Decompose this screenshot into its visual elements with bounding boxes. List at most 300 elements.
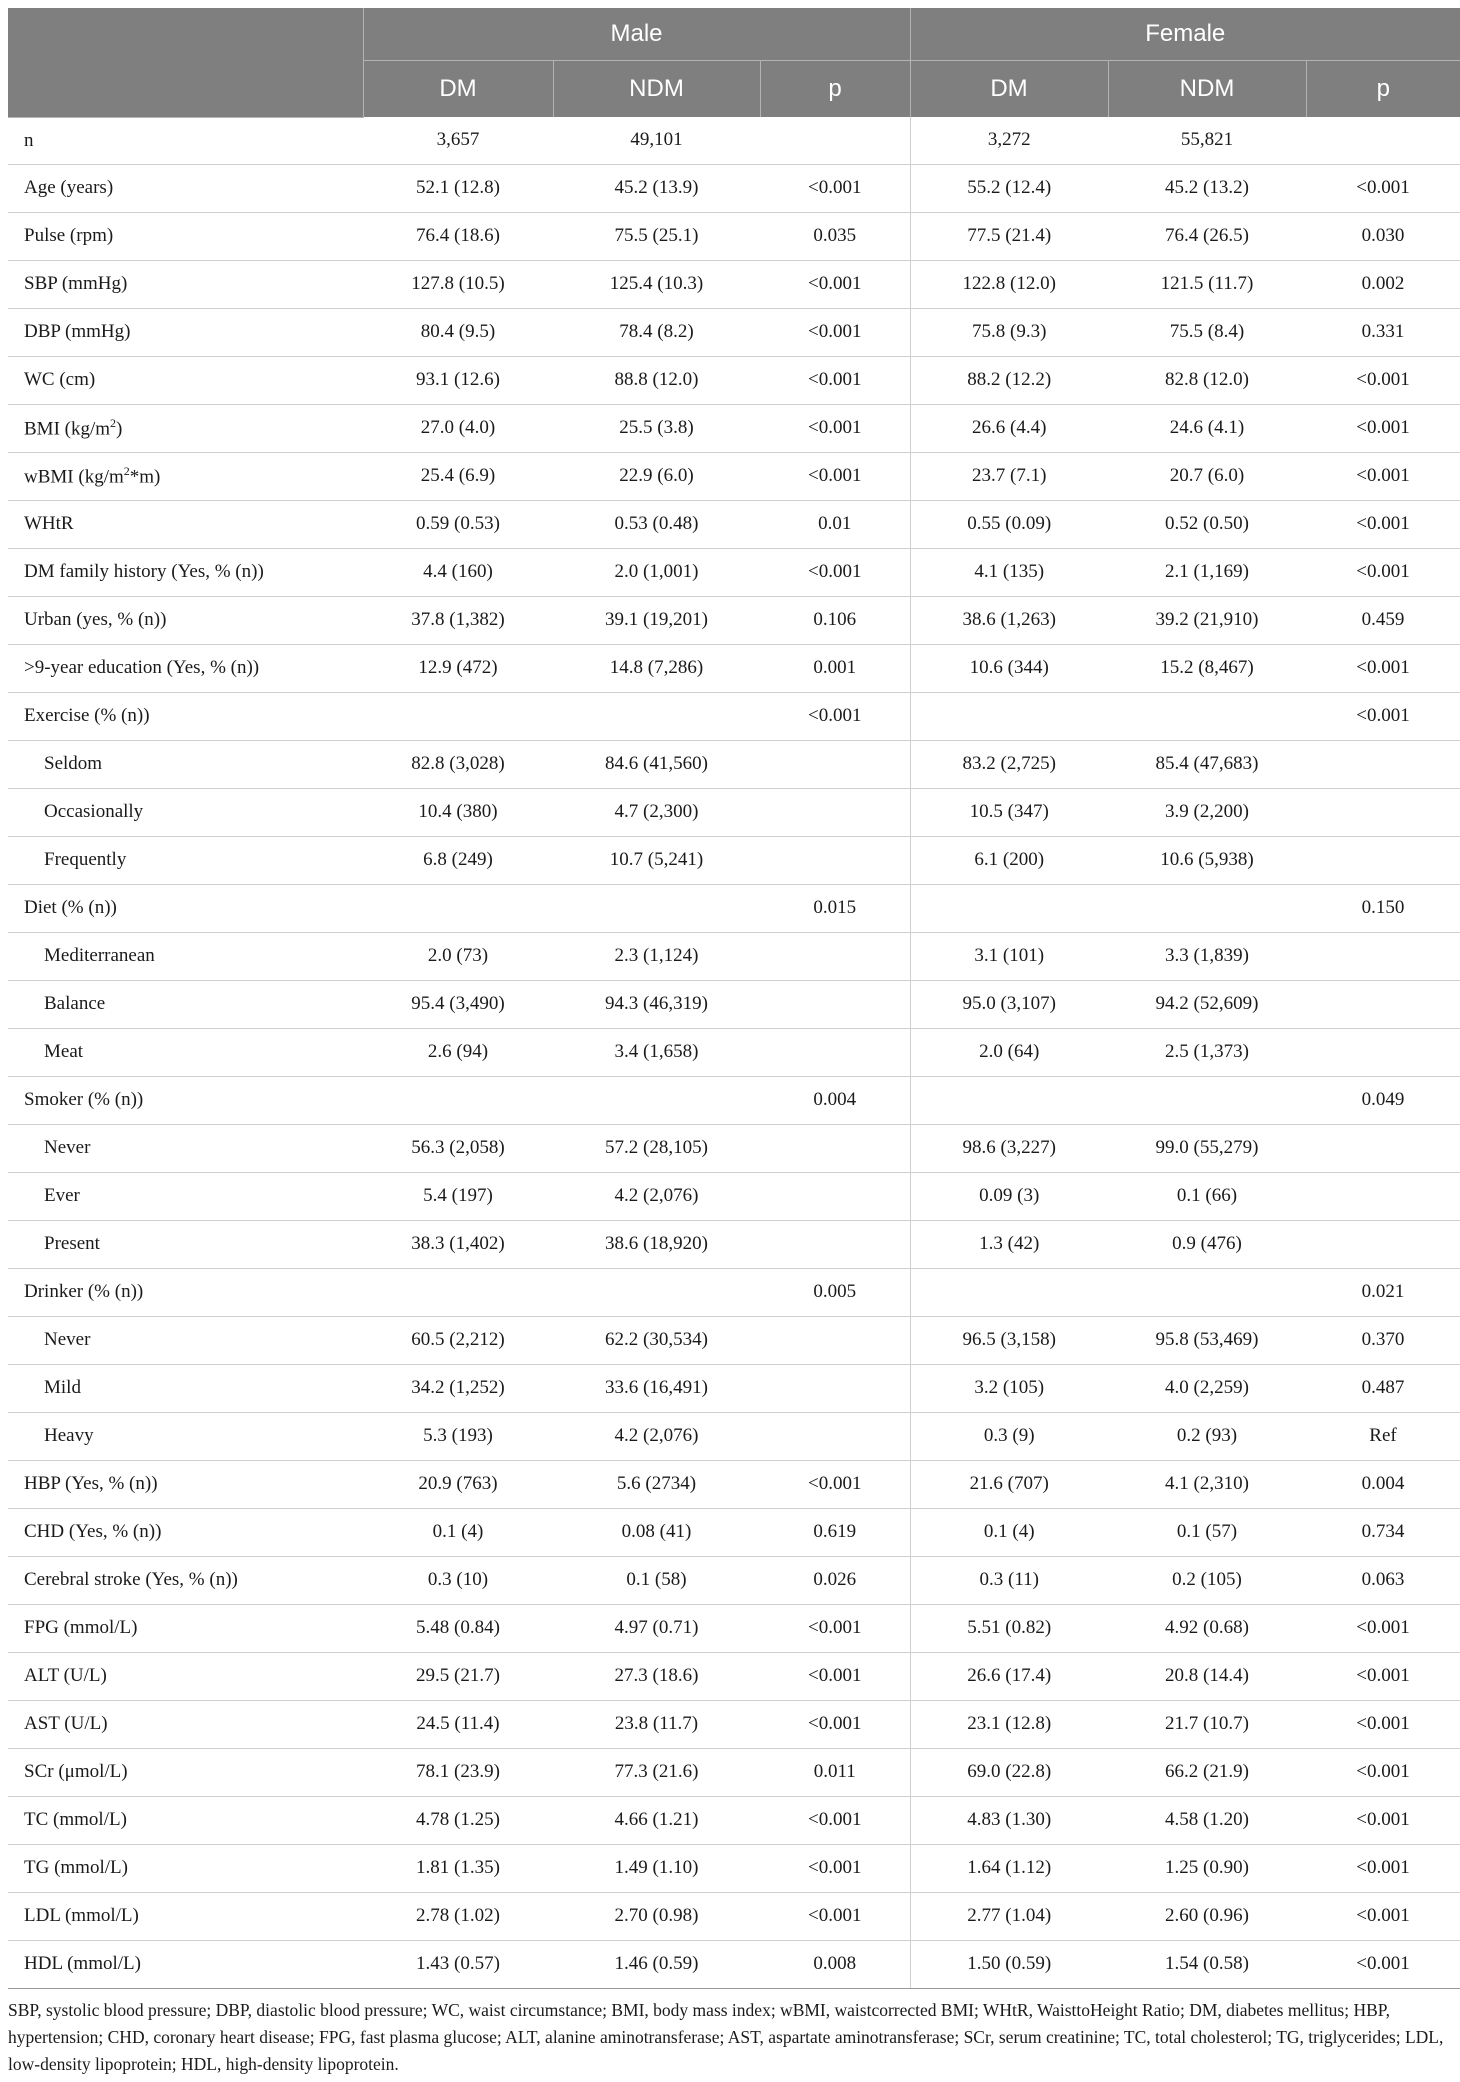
row-label-text: Meat <box>44 1041 84 1062</box>
cell-male-ndm: 4.2 (2,076) <box>553 1412 760 1460</box>
cell-female-ndm: 24.6 (4.1) <box>1108 404 1306 452</box>
cell-female-p: <0.001 <box>1306 644 1460 692</box>
row-label-text: Urban (yes, % (n)) <box>24 609 167 630</box>
cell-male-p <box>760 1364 910 1412</box>
cell-male-p <box>760 1316 910 1364</box>
cell-male-dm: 2.6 (94) <box>363 1028 553 1076</box>
table-row <box>8 644 1460 692</box>
row-label <box>8 452 363 500</box>
row-label-text: Seldom <box>44 753 103 774</box>
cell-male-p <box>760 740 910 788</box>
cell-male-ndm: 125.4 (10.3) <box>553 260 760 308</box>
cell-female-ndm: 2.1 (1,169) <box>1108 548 1306 596</box>
cell-female-dm: 77.5 (21.4) <box>910 212 1108 260</box>
cell-male-ndm: 57.2 (28,105) <box>553 1124 760 1172</box>
cell-male-p: <0.001 <box>760 308 910 356</box>
row-label <box>8 260 363 308</box>
cell-male-ndm: 3.4 (1,658) <box>553 1028 760 1076</box>
cell-male-ndm: 4.97 (0.71) <box>553 1604 760 1652</box>
cell-female-p: <0.001 <box>1306 692 1460 740</box>
row-label-text: Mediterranean <box>44 945 155 966</box>
cell-male-p <box>760 1220 910 1268</box>
cell-male-dm <box>363 1268 553 1316</box>
row-label <box>8 980 363 1028</box>
row-label-text: WC (cm) <box>24 369 96 390</box>
cell-female-ndm: 66.2 (21.9) <box>1108 1748 1306 1796</box>
cell-male-p <box>760 980 910 1028</box>
cell-female-dm: 2.0 (64) <box>910 1028 1108 1076</box>
row-label <box>8 788 363 836</box>
row-label-suffix: ) <box>116 418 123 440</box>
cell-female-dm: 88.2 (12.2) <box>910 356 1108 404</box>
cell-male-ndm: 4.66 (1.21) <box>553 1796 760 1844</box>
row-label <box>8 1940 363 1988</box>
cell-female-dm: 95.0 (3,107) <box>910 980 1108 1028</box>
cell-male-p: 0.008 <box>760 1940 910 1988</box>
row-label <box>8 404 363 452</box>
row-label <box>8 1844 363 1892</box>
cell-male-ndm: 1.46 (0.59) <box>553 1940 760 1988</box>
cell-male-p: <0.001 <box>760 1604 910 1652</box>
cell-female-dm <box>910 1076 1108 1124</box>
cell-male-p: 0.001 <box>760 644 910 692</box>
cell-male-dm <box>363 1076 553 1124</box>
table-row <box>8 1172 1460 1220</box>
cell-female-dm: 1.50 (0.59) <box>910 1940 1108 1988</box>
row-label <box>8 1412 363 1460</box>
cell-female-ndm: 0.1 (66) <box>1108 1172 1306 1220</box>
cell-male-p <box>760 788 910 836</box>
row-label <box>8 692 363 740</box>
cell-male-p: 0.004 <box>760 1076 910 1124</box>
row-label <box>8 1460 363 1508</box>
cell-male-p: <0.001 <box>760 452 910 500</box>
cell-female-dm: 122.8 (12.0) <box>910 260 1108 308</box>
cell-female-dm <box>910 884 1108 932</box>
cell-female-ndm: 75.5 (8.4) <box>1108 308 1306 356</box>
cell-female-p: <0.001 <box>1306 1892 1460 1940</box>
row-label-text: BMI (kg/m <box>24 418 111 440</box>
row-label-text: Frequently <box>44 849 127 870</box>
cell-male-ndm <box>553 692 760 740</box>
row-label <box>8 836 363 884</box>
cell-male-dm: 6.8 (249) <box>363 836 553 884</box>
cell-female-dm: 0.3 (11) <box>910 1556 1108 1604</box>
cell-female-p: <0.001 <box>1306 452 1460 500</box>
cell-male-ndm: 27.3 (18.6) <box>553 1652 760 1700</box>
cell-male-dm: 1.81 (1.35) <box>363 1844 553 1892</box>
cell-female-ndm: 0.2 (93) <box>1108 1412 1306 1460</box>
table-row <box>8 308 1460 356</box>
cell-male-dm: 60.5 (2,212) <box>363 1316 553 1364</box>
row-label-text: n <box>24 129 34 151</box>
cell-male-ndm <box>553 1076 760 1124</box>
cell-female-ndm: 99.0 (55,279) <box>1108 1124 1306 1172</box>
cell-male-ndm: 25.5 (3.8) <box>553 404 760 452</box>
cell-male-ndm: 94.3 (46,319) <box>553 980 760 1028</box>
cell-male-p <box>760 836 910 884</box>
cell-female-ndm: 76.4 (26.5) <box>1108 212 1306 260</box>
cell-male-ndm: 2.0 (1,001) <box>553 548 760 596</box>
table-row <box>8 1748 1460 1796</box>
cell-male-dm: 80.4 (9.5) <box>363 308 553 356</box>
cell-male-dm: 24.5 (11.4) <box>363 1700 553 1748</box>
cell-male-dm: 25.4 (6.9) <box>363 452 553 500</box>
cell-female-p <box>1306 1028 1460 1076</box>
cell-female-ndm: 3.9 (2,200) <box>1108 788 1306 836</box>
cell-female-dm: 83.2 (2,725) <box>910 740 1108 788</box>
cell-female-p <box>1306 980 1460 1028</box>
table-row <box>8 1460 1460 1508</box>
table-row <box>8 740 1460 788</box>
cell-male-ndm: 1.49 (1.10) <box>553 1844 760 1892</box>
cell-male-dm <box>363 884 553 932</box>
row-label-text: HBP (Yes, % (n)) <box>24 1473 158 1494</box>
cell-male-dm: 82.8 (3,028) <box>363 740 553 788</box>
row-label-text: WHtR <box>24 513 74 534</box>
cell-female-p: <0.001 <box>1306 1796 1460 1844</box>
row-label-text: SBP (mmHg) <box>24 273 128 294</box>
cell-male-p: <0.001 <box>760 1796 910 1844</box>
cell-female-dm: 26.6 (4.4) <box>910 404 1108 452</box>
cell-female-dm: 0.55 (0.09) <box>910 500 1108 548</box>
cell-female-dm: 0.1 (4) <box>910 1508 1108 1556</box>
cell-female-ndm: 94.2 (52,609) <box>1108 980 1306 1028</box>
cell-male-p: <0.001 <box>760 548 910 596</box>
row-label <box>8 884 363 932</box>
cell-female-dm: 98.6 (3,227) <box>910 1124 1108 1172</box>
cell-male-ndm: 77.3 (21.6) <box>553 1748 760 1796</box>
table-row <box>8 1028 1460 1076</box>
row-label-text: Heavy <box>44 1425 94 1446</box>
table-row <box>8 836 1460 884</box>
cell-male-p: <0.001 <box>760 1700 910 1748</box>
cell-female-p: 0.002 <box>1306 260 1460 308</box>
row-label-text: Diet (% (n)) <box>24 897 117 918</box>
table-footnote: SBP, systolic blood pressure; DBP, diastolic blood pressure; WC, waist circumstance; BMI, body mass index; wBMI, waistcorrected BMI; WHtR, WaisttoHeight Ratio; DM, diabetes mellitus; HBP, hypertension; CHD, coronary heart disease; FPG, fast plasma glucose; ALT, alanine aminotransferase; AST, aspartate aminotransferase; SCr, serum creatinine; TC, total cholesterol; TG, triglycerides; LDL, low-density lipoprotein; HDL, high-density lipoprotein. <box>8 1999 1444 2074</box>
table-header <box>8 8 1460 117</box>
row-label-text: Exercise (% (n)) <box>24 705 150 726</box>
cell-female-ndm <box>1108 1076 1306 1124</box>
header-female-ndm: NDM <box>1108 61 1306 118</box>
cell-male-p <box>760 1124 910 1172</box>
table-row <box>8 1700 1460 1748</box>
cell-female-ndm: 4.0 (2,259) <box>1108 1364 1306 1412</box>
cell-male-ndm <box>553 1268 760 1316</box>
row-label <box>8 1124 363 1172</box>
cell-female-ndm: 95.8 (53,469) <box>1108 1316 1306 1364</box>
row-label-text: HDL (mmol/L) <box>24 1953 141 1974</box>
cell-female-p: 0.331 <box>1306 308 1460 356</box>
cell-male-dm: 127.8 (10.5) <box>363 260 553 308</box>
cell-female-p: 0.004 <box>1306 1460 1460 1508</box>
cell-female-dm: 23.7 (7.1) <box>910 452 1108 500</box>
table-row <box>8 260 1460 308</box>
cell-female-ndm: 0.1 (57) <box>1108 1508 1306 1556</box>
cell-female-dm: 10.6 (344) <box>910 644 1108 692</box>
cell-female-ndm: 45.2 (13.2) <box>1108 164 1306 212</box>
row-label <box>8 1316 363 1364</box>
cell-male-dm: 0.3 (10) <box>363 1556 553 1604</box>
cell-female-ndm: 20.8 (14.4) <box>1108 1652 1306 1700</box>
cell-female-p: 0.063 <box>1306 1556 1460 1604</box>
row-label-text: Occasionally <box>44 801 144 822</box>
cell-male-ndm: 88.8 (12.0) <box>553 356 760 404</box>
table-row <box>8 1268 1460 1316</box>
row-label <box>8 1268 363 1316</box>
cell-male-dm: 5.48 (0.84) <box>363 1604 553 1652</box>
table-row <box>8 500 1460 548</box>
cell-female-dm: 38.6 (1,263) <box>910 596 1108 644</box>
cell-male-dm: 38.3 (1,402) <box>363 1220 553 1268</box>
cell-female-p: <0.001 <box>1306 1940 1460 1988</box>
header-female-p: p <box>1306 61 1460 118</box>
table-row <box>8 980 1460 1028</box>
table-row <box>8 1796 1460 1844</box>
cell-female-dm: 3,272 <box>910 117 1108 164</box>
table-row <box>8 1604 1460 1652</box>
row-label-text: >9-year education (Yes, % (n)) <box>24 657 260 678</box>
cell-female-dm: 2.77 (1.04) <box>910 1892 1108 1940</box>
header-male-p: p <box>760 61 910 118</box>
cell-male-dm: 95.4 (3,490) <box>363 980 553 1028</box>
cell-female-p <box>1306 836 1460 884</box>
row-label-text: DBP (mmHg) <box>24 321 131 342</box>
row-label-text: Never <box>44 1137 91 1158</box>
cell-male-p: 0.106 <box>760 596 910 644</box>
header-female-dm: DM <box>910 61 1108 118</box>
cell-female-ndm: 4.1 (2,310) <box>1108 1460 1306 1508</box>
cell-female-dm: 10.5 (347) <box>910 788 1108 836</box>
row-label <box>8 1508 363 1556</box>
cell-male-p: 0.619 <box>760 1508 910 1556</box>
table-row <box>8 164 1460 212</box>
cell-male-ndm: 39.1 (19,201) <box>553 596 760 644</box>
cell-female-p: <0.001 <box>1306 500 1460 548</box>
cell-male-ndm: 33.6 (16,491) <box>553 1364 760 1412</box>
cell-female-ndm: 21.7 (10.7) <box>1108 1700 1306 1748</box>
cell-male-dm: 56.3 (2,058) <box>363 1124 553 1172</box>
table-row <box>8 1076 1460 1124</box>
cell-male-ndm: 0.08 (41) <box>553 1508 760 1556</box>
row-label <box>8 932 363 980</box>
cell-female-ndm: 1.54 (0.58) <box>1108 1940 1306 1988</box>
cell-female-ndm: 0.52 (0.50) <box>1108 500 1306 548</box>
cell-female-ndm: 20.7 (6.0) <box>1108 452 1306 500</box>
row-label <box>8 164 363 212</box>
row-label-text: Never <box>44 1329 91 1350</box>
cell-male-p <box>760 1412 910 1460</box>
cell-male-p: <0.001 <box>760 1652 910 1700</box>
cell-male-dm: 78.1 (23.9) <box>363 1748 553 1796</box>
cell-male-p: 0.035 <box>760 212 910 260</box>
cell-female-p <box>1306 788 1460 836</box>
cell-female-dm: 6.1 (200) <box>910 836 1108 884</box>
cell-male-dm: 4.78 (1.25) <box>363 1796 553 1844</box>
table-row <box>8 548 1460 596</box>
cell-male-p <box>760 1028 910 1076</box>
cell-male-ndm: 49,101 <box>553 117 760 164</box>
cell-female-p: <0.001 <box>1306 164 1460 212</box>
cell-female-p <box>1306 932 1460 980</box>
cell-female-p: Ref <box>1306 1412 1460 1460</box>
row-label <box>8 1364 363 1412</box>
cell-male-ndm: 10.7 (5,241) <box>553 836 760 884</box>
cell-male-ndm: 0.53 (0.48) <box>553 500 760 548</box>
cell-male-dm <box>363 692 553 740</box>
cell-male-p: <0.001 <box>760 1844 910 1892</box>
row-label-text: CHD (Yes, % (n)) <box>24 1521 162 1542</box>
row-label <box>8 356 363 404</box>
cell-male-ndm: 23.8 (11.7) <box>553 1700 760 1748</box>
cell-male-dm: 34.2 (1,252) <box>363 1364 553 1412</box>
table-row <box>8 1940 1460 1988</box>
cell-male-dm: 52.1 (12.8) <box>363 164 553 212</box>
header-male-dm: DM <box>363 61 553 118</box>
table-row <box>8 1124 1460 1172</box>
cell-male-p: 0.005 <box>760 1268 910 1316</box>
cell-male-dm: 93.1 (12.6) <box>363 356 553 404</box>
cell-female-dm <box>910 1268 1108 1316</box>
row-label-text: Pulse (rpm) <box>24 225 114 246</box>
row-label-text: Balance <box>44 993 106 1014</box>
cell-male-dm: 27.0 (4.0) <box>363 404 553 452</box>
cell-male-ndm: 62.2 (30,534) <box>553 1316 760 1364</box>
row-label <box>8 1652 363 1700</box>
cell-female-p: <0.001 <box>1306 1652 1460 1700</box>
cell-male-p: <0.001 <box>760 692 910 740</box>
row-label-text: LDL (mmol/L) <box>24 1905 139 1926</box>
cell-male-p: 0.026 <box>760 1556 910 1604</box>
cell-male-p: <0.001 <box>760 260 910 308</box>
cell-female-ndm: 4.58 (1.20) <box>1108 1796 1306 1844</box>
cell-female-p: <0.001 <box>1306 1844 1460 1892</box>
cell-female-p: <0.001 <box>1306 1700 1460 1748</box>
cell-female-ndm: 121.5 (11.7) <box>1108 260 1306 308</box>
cell-female-p: <0.001 <box>1306 1604 1460 1652</box>
cell-female-ndm: 2.5 (1,373) <box>1108 1028 1306 1076</box>
row-label <box>8 1172 363 1220</box>
row-label-text: Cerebral stroke (Yes, % (n)) <box>24 1569 238 1590</box>
header-group-female: Female <box>910 8 1460 61</box>
row-label <box>8 1796 363 1844</box>
cell-female-dm: 0.09 (3) <box>910 1172 1108 1220</box>
row-label <box>8 117 363 164</box>
cell-male-ndm: 75.5 (25.1) <box>553 212 760 260</box>
row-label <box>8 596 363 644</box>
cell-male-p: <0.001 <box>760 1460 910 1508</box>
table-row <box>8 356 1460 404</box>
cell-female-ndm <box>1108 692 1306 740</box>
baseline-characteristics-table <box>8 8 1460 1989</box>
row-label-text: Present <box>44 1233 100 1254</box>
cell-male-ndm: 0.1 (58) <box>553 1556 760 1604</box>
cell-male-ndm: 45.2 (13.9) <box>553 164 760 212</box>
cell-male-p <box>760 117 910 164</box>
cell-male-ndm: 22.9 (6.0) <box>553 452 760 500</box>
cell-female-ndm: 39.2 (21,910) <box>1108 596 1306 644</box>
cell-female-p <box>1306 1172 1460 1220</box>
table-row <box>8 1892 1460 1940</box>
table-row <box>8 596 1460 644</box>
cell-female-p: 0.049 <box>1306 1076 1460 1124</box>
cell-female-p: <0.001 <box>1306 548 1460 596</box>
row-label <box>8 500 363 548</box>
cell-female-dm: 0.3 (9) <box>910 1412 1108 1460</box>
cell-male-p <box>760 1172 910 1220</box>
header-blank-cell <box>8 8 363 117</box>
table-row <box>8 1556 1460 1604</box>
cell-female-dm: 5.51 (0.82) <box>910 1604 1108 1652</box>
cell-female-ndm: 2.60 (0.96) <box>1108 1892 1306 1940</box>
cell-female-dm: 23.1 (12.8) <box>910 1700 1108 1748</box>
table-row <box>8 1652 1460 1700</box>
table-row <box>8 692 1460 740</box>
row-label-superscript: 2 <box>123 463 130 478</box>
table-row <box>8 1844 1460 1892</box>
row-label-text: TG (mmol/L) <box>24 1857 128 1878</box>
cell-male-p: 0.015 <box>760 884 910 932</box>
row-label <box>8 1556 363 1604</box>
cell-female-p: <0.001 <box>1306 356 1460 404</box>
row-label <box>8 308 363 356</box>
row-label-text: FPG (mmol/L) <box>24 1617 138 1638</box>
header-group-male: Male <box>363 8 910 61</box>
row-label <box>8 548 363 596</box>
cell-male-dm: 5.3 (193) <box>363 1412 553 1460</box>
cell-male-dm: 1.43 (0.57) <box>363 1940 553 1988</box>
table-row <box>8 884 1460 932</box>
table-row <box>8 117 1460 164</box>
row-label <box>8 644 363 692</box>
cell-male-dm: 2.78 (1.02) <box>363 1892 553 1940</box>
cell-female-ndm: 82.8 (12.0) <box>1108 356 1306 404</box>
cell-male-p: 0.01 <box>760 500 910 548</box>
table-row <box>8 1508 1460 1556</box>
cell-female-p: 0.030 <box>1306 212 1460 260</box>
cell-male-ndm: 84.6 (41,560) <box>553 740 760 788</box>
row-label-text: Drinker (% (n)) <box>24 1281 144 1302</box>
cell-female-dm: 75.8 (9.3) <box>910 308 1108 356</box>
row-label <box>8 1220 363 1268</box>
cell-female-p <box>1306 740 1460 788</box>
cell-female-p <box>1306 1124 1460 1172</box>
cell-male-p: <0.001 <box>760 164 910 212</box>
cell-male-dm: 4.4 (160) <box>363 548 553 596</box>
row-label-text: wBMI (kg/m <box>24 466 124 488</box>
row-label <box>8 1700 363 1748</box>
row-label <box>8 1604 363 1652</box>
cell-female-dm: 3.1 (101) <box>910 932 1108 980</box>
row-label <box>8 1028 363 1076</box>
cell-female-p: 0.734 <box>1306 1508 1460 1556</box>
row-label <box>8 1076 363 1124</box>
cell-male-p: <0.001 <box>760 356 910 404</box>
row-label-text: Smoker (% (n)) <box>24 1089 144 1110</box>
cell-female-p: 0.370 <box>1306 1316 1460 1364</box>
table-row <box>8 212 1460 260</box>
row-label <box>8 212 363 260</box>
cell-female-dm: 21.6 (707) <box>910 1460 1108 1508</box>
row-label-text: Age (years) <box>24 177 114 198</box>
cell-female-dm <box>910 692 1108 740</box>
cell-male-dm: 37.8 (1,382) <box>363 596 553 644</box>
cell-male-p: <0.001 <box>760 1892 910 1940</box>
table-row <box>8 452 1460 500</box>
cell-female-dm: 55.2 (12.4) <box>910 164 1108 212</box>
cell-female-ndm: 3.3 (1,839) <box>1108 932 1306 980</box>
cell-female-ndm <box>1108 884 1306 932</box>
